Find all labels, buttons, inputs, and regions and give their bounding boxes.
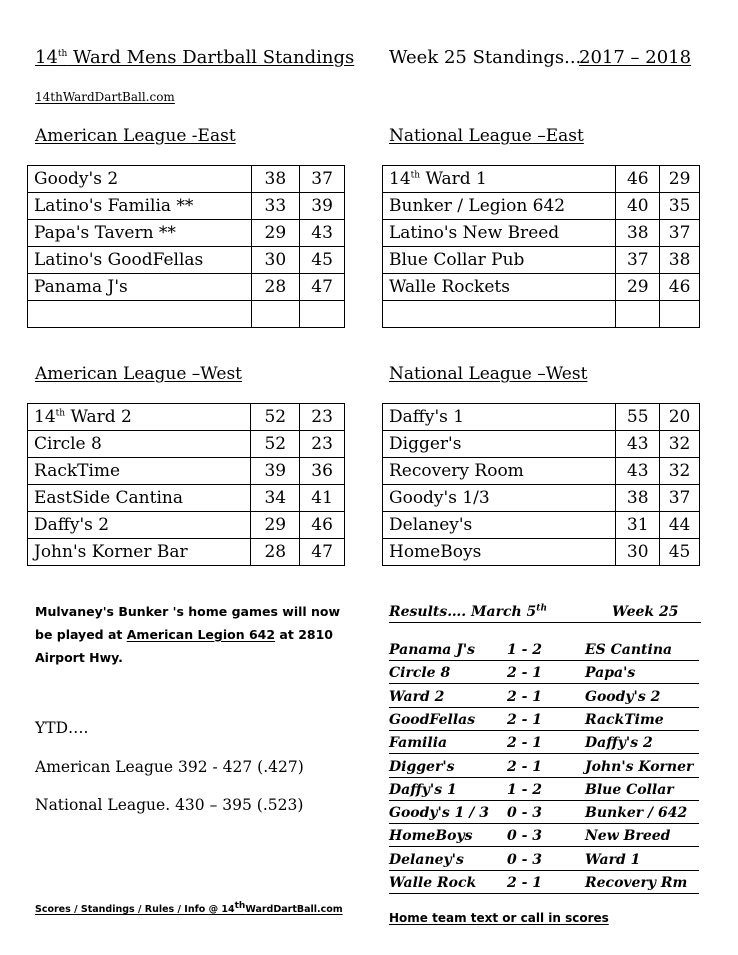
away-team: Goody's 2 [585, 688, 661, 705]
table-row [383, 458, 700, 485]
score: 2 - 1 [507, 711, 543, 728]
losses: 23 [300, 404, 345, 431]
wins: 38 [616, 220, 660, 247]
home-team: Delaney's [389, 851, 464, 868]
wins: 55 [616, 404, 660, 431]
table-row [28, 512, 345, 539]
home-team: Circle 8 [389, 665, 451, 682]
result-row [389, 781, 699, 801]
losses: 45 [300, 247, 345, 274]
wins: 33 [251, 193, 300, 220]
results-week: Week 25 [612, 604, 679, 620]
score: 2 - 1 [507, 688, 543, 705]
page-title: 14th Ward Mens Dartball Standings [35, 47, 355, 68]
losses: 46 [300, 512, 345, 539]
losses: 36 [300, 458, 345, 485]
home-team: Ward 2 [389, 688, 445, 705]
losses: 37 [660, 485, 700, 512]
result-row [389, 641, 699, 661]
team-name: 14th Ward 1 [383, 166, 616, 193]
losses: 37 [300, 166, 345, 193]
home-team: Digger's [389, 758, 455, 775]
away-team: New Breed [585, 828, 671, 845]
table-row [383, 485, 700, 512]
team-name: Latino's Familia ** [28, 193, 252, 220]
table-row [28, 431, 345, 458]
home-team: HomeBoys [389, 828, 473, 845]
week-label: Week 25 Standings... [389, 47, 582, 68]
result-row [389, 851, 699, 871]
team-name: Latino's GoodFellas [28, 247, 252, 274]
team-name: HomeBoys [383, 539, 616, 566]
home-team: Walle Rock [389, 875, 477, 891]
notice-line: be played at American Legion 642 at 2810 [35, 627, 333, 642]
table-row [28, 458, 345, 485]
away-team: ES Cantina [585, 642, 673, 658]
wins: 30 [251, 247, 300, 274]
losses: 44 [660, 512, 700, 539]
table-row [383, 220, 700, 247]
losses: 38 [660, 247, 700, 274]
wins: 52 [251, 404, 300, 431]
team-name: Circle 8 [28, 431, 251, 458]
losses: 29 [660, 166, 700, 193]
wins: 40 [616, 193, 660, 220]
home-team: Panama J's [389, 642, 476, 658]
wins: 52 [251, 431, 300, 458]
losses: 47 [300, 274, 345, 301]
nl-west-title: National League –West [389, 364, 588, 384]
losses: 37 [660, 220, 700, 247]
team-name: Recovery Room [383, 458, 616, 485]
home-team: Goody's 1 / 3 [389, 805, 489, 822]
team-name: Daffy's 1 [383, 404, 616, 431]
team-name: John's Korner Bar [28, 539, 251, 566]
table-row [28, 220, 345, 247]
score: 0 - 3 [507, 851, 543, 868]
team-name: Delaney's [383, 512, 616, 539]
losses: 32 [660, 431, 700, 458]
al-east-title: American League -East [35, 126, 236, 146]
score: 2 - 1 [507, 875, 543, 891]
wins: 29 [616, 274, 660, 301]
losses: 43 [300, 220, 345, 247]
table-row [28, 539, 345, 566]
wins: 34 [251, 485, 300, 512]
away-team: Ward 1 [585, 851, 641, 868]
table-row [28, 404, 345, 431]
table-row [383, 512, 700, 539]
table-row [383, 247, 700, 274]
away-team: Papa's [585, 665, 636, 682]
away-team: RackTime [585, 711, 664, 728]
wins: 39 [251, 458, 300, 485]
losses: 45 [660, 539, 700, 566]
team-name: Papa's Tavern ** [28, 220, 252, 247]
ytd-label: YTD…. [35, 719, 89, 737]
wins: 29 [251, 512, 300, 539]
team-name: Latino's New Breed [383, 220, 616, 247]
table-row [28, 274, 345, 301]
table-row [383, 404, 700, 431]
table-row [28, 166, 345, 193]
nl-west-table [382, 403, 700, 566]
away-team: Daffy's 2 [585, 735, 653, 752]
wins: 43 [616, 458, 660, 485]
losses: 35 [660, 193, 700, 220]
venue-notice [35, 600, 365, 669]
team-name: Digger's [383, 431, 616, 458]
wins: 29 [251, 220, 300, 247]
result-row [389, 711, 699, 731]
home-team: GoodFellas [389, 711, 476, 728]
away-team: Recovery Rm [585, 875, 688, 891]
wins: 37 [616, 247, 660, 274]
table-row [383, 539, 700, 566]
result-row [389, 664, 699, 684]
table-row [383, 166, 700, 193]
results-header: Results…. March 5th Week 25 [389, 604, 701, 623]
team-name: Blue Collar Pub [383, 247, 616, 274]
table-row [383, 274, 700, 301]
team-name: Daffy's 2 [28, 512, 251, 539]
score: 0 - 3 [507, 828, 543, 845]
home-team-note: Home team text or call in scores [389, 911, 609, 925]
score: 0 - 3 [507, 805, 543, 822]
wins: 46 [616, 166, 660, 193]
team-name: RackTime [28, 458, 251, 485]
table-row [28, 485, 345, 512]
score: 2 - 1 [507, 665, 543, 682]
notice-line: Airport Hwy. [35, 650, 123, 665]
notice-line: Mulvaney's Bunker 's home games will now [35, 604, 341, 619]
score: 1 - 2 [507, 642, 543, 658]
home-team: Daffy's 1 [389, 781, 457, 798]
al-east-table [27, 165, 345, 328]
wins: 38 [251, 166, 300, 193]
website-link[interactable]: 14thWardDartBall.com [35, 90, 175, 104]
score: 2 - 1 [507, 735, 543, 752]
home-team: Familia [389, 735, 448, 752]
team-name: Panama J's [28, 274, 252, 301]
table-row-empty [383, 301, 700, 328]
wins: 28 [251, 539, 300, 566]
al-west-title: American League –West [35, 364, 243, 384]
table-row [28, 193, 345, 220]
losses: 46 [660, 274, 700, 301]
legion-link: American Legion 642 [126, 627, 276, 642]
away-team: John's Korner [585, 758, 694, 775]
team-name: Goody's 2 [28, 166, 252, 193]
losses: 32 [660, 458, 700, 485]
ytd-national: National League. 430 – 395 (.523) [35, 796, 304, 814]
team-name: Walle Rockets [383, 274, 616, 301]
wins: 38 [616, 485, 660, 512]
table-row [383, 193, 700, 220]
losses: 20 [660, 404, 700, 431]
season-label: 2017 – 2018 [579, 47, 692, 68]
team-name: Bunker / Legion 642 [383, 193, 616, 220]
result-row [389, 758, 699, 778]
table-row-empty [28, 301, 345, 328]
table-row [383, 431, 700, 458]
team-name: EastSide Cantina [28, 485, 251, 512]
score: 2 - 1 [507, 758, 543, 775]
team-name: 14th Ward 2 [28, 404, 251, 431]
away-team: Bunker / 642 [585, 805, 688, 822]
ytd-american: American League 392 - 427 (.427) [35, 758, 304, 776]
result-row [389, 827, 699, 847]
result-row [389, 688, 699, 708]
footer-links[interactable]: Scores / Standings / Rules / Info @ 14thWardDartBall.com [35, 900, 343, 915]
result-row [389, 734, 699, 754]
losses: 39 [300, 193, 345, 220]
nl-east-table [382, 165, 700, 328]
wins: 28 [251, 274, 300, 301]
losses: 47 [300, 539, 345, 566]
wins: 31 [616, 512, 660, 539]
result-row [389, 804, 699, 824]
wins: 30 [616, 539, 660, 566]
losses: 41 [300, 485, 345, 512]
away-team: Blue Collar [585, 781, 674, 798]
al-west-table [27, 403, 345, 566]
score: 1 - 2 [507, 781, 543, 798]
result-row [389, 874, 699, 894]
table-row [28, 247, 345, 274]
losses: 23 [300, 431, 345, 458]
nl-east-title: National League –East [389, 126, 584, 146]
team-name: Goody's 1/3 [383, 485, 616, 512]
wins: 43 [616, 431, 660, 458]
